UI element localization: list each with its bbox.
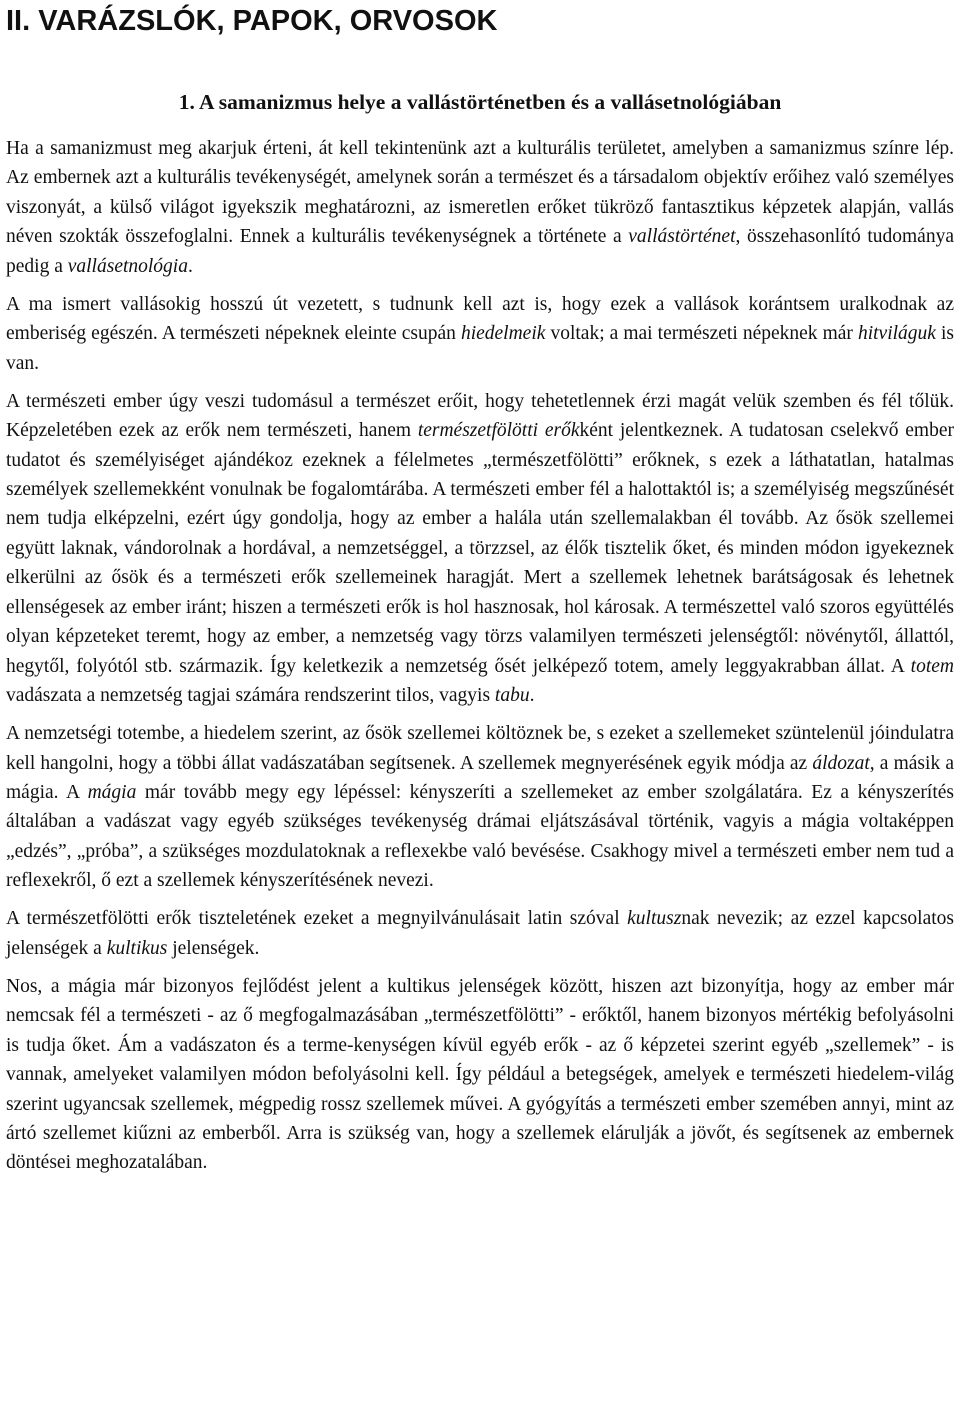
section-title: 1. A samanizmus helye a vallástörténetben és a vallásetnológiában [178, 90, 782, 114]
text-segment: . [187, 255, 193, 277]
italic-term: áldozat [812, 752, 870, 774]
text-segment: A természeti ember úgy veszi tudomásul a természet erőit, hogy tehetetlennek érzi magát velük szemben és fél tőlük. Képzeletében ezek az erők nem természeti, hanem [6, 390, 954, 442]
text-segment: Nos, a mágia már bizonyos fejlődést jelent a kultikus jelenségek között, hiszen azt bizonyítja, hogy az ember már nemcsak fél a természeti - az ő megfogalmazásában „természetfölötti” - erőktől, hanem bizonyos mértékig befolyásolni is tudja őket. Ám a vadászaton és a terme-kenységen kívül egyéb erők - az ő képzetei szerint egyéb „szellemek” - is vannak, amelyeket valamilyen módon befolyásolni kell. Így például a betegségek, amelyek e természeti hiedelem-világ szerint ugyancsak szellemek, mégpedig rossz szellemek művei. A gyógyítás a természeti ember szemében annyi, mint az ártó szellemet kiűzni az emberből. Arra is szükség van, hogy a szellemek elárulják a jövőt, és segítsenek az embernek döntései meghozatalában. [6, 975, 954, 1174]
italic-term: hitviláguk [857, 323, 936, 345]
paragraph [6, 904, 954, 963]
italic-term: vallástörténet [628, 226, 736, 248]
italic-term: kultusz [627, 908, 682, 930]
text-segment: is van. [6, 323, 954, 374]
text-segment: voltak; a mai természeti népeknek már [545, 323, 858, 345]
italic-term: totem [910, 655, 954, 677]
text-segment: A természetfölötti erők tiszteletének ezeket a megnyilvánulásait latin szóval [6, 908, 628, 930]
text-segment: A ma ismert vallásokig hosszú út vezetett, s tudnunk kell azt is, hogy ezek a vallások korántsem uralkodnak az emberiség egészén. A természeti népeknek eleinte csupán [6, 293, 954, 345]
text-segment: , összehasonlító tudománya pedig a [6, 226, 954, 277]
paragraph [6, 387, 954, 710]
document-page [0, 3, 960, 1426]
italic-term: mágia [87, 781, 137, 803]
italic-term: kultikus [106, 937, 168, 959]
italic-term: vallásetnológia [67, 255, 188, 277]
italic-term: tabu [494, 684, 530, 706]
text-segment: Ha a samanizmust meg akarjuk érteni, át kell tekintenünk azt a kulturális területet, amelyben a samanizmus színre lép. Az embernek azt a kulturális tevékenységét, amelynek során a természet és a társadalom objektív erőihez való személyes viszonyát, a külső világot igyekszik meghatározni, az ismeretlen erőket tükröző fantasztikus képzetek alapján, vallás néven szokták összefoglalni. Ennek a kulturális tevékenységnek a története a [6, 138, 954, 248]
chapter-title: II. VARÁZSLÓK, PAPOK, ORVOSOK [6, 5, 498, 37]
italic-term: hiedelmeik [460, 323, 546, 345]
text-segment: nak nevezik; az ezzel kapcsolatos jelenségek a [6, 908, 954, 959]
paragraph [6, 134, 954, 281]
text-segment: jelenségek. [167, 937, 260, 959]
text-segment: ként jelentkeznek. A tudatosan cselekvő ember tudatot és személyiséget ajándékoz ezeknek a félelmetes „természetfölötti” erőknek, s ezek a láthatatlan, hatalmas személyek szellemekként vonulnak be fogalomtárába. A természeti ember fél a halottaktól is; a személyiség megszűnését nem tudja elképzelni, ezért úgy gondolja, hogy az ember a halála után szellemalakban él tovább. Az ősök szellemei együtt laknak, vándorolnak a hordával, a nemzetséggel, a törzzsel, az élők tisztelik őket, és minden módon igyekeznek elkerülni az ősök és a természeti erők szellemeinek haragját. Mert a szellemek lehetnek barátságosak és lehetnek ellenségesek az ember iránt; hiszen a természeti erők is hol hasznosak, hol károsak. A természettel való szoros együttélés olyan képzeteket teremt, hogy az ember, a nemzetség vagy törzs valamilyen természeti jelenségtől: növénytől, állattól, hegytől, folyótól stb. származik. Így keletkezik a nemzetség ősét jelképező totem, amely leggyakrabban állat. A [6, 420, 954, 677]
paragraph [6, 290, 954, 378]
paragraph [6, 719, 954, 895]
text-segment: . [529, 684, 535, 706]
text-segment: már tovább megy egy lépéssel: kényszeríti a szellemeket az ember szolgálatára. Ez a kényszerítés általában a vadászat vagy egyéb szükséges tevékenység drámai eljátszásával történik, vagyis a mágia voltaképpen „edzés”, „próba”, a szükséges mozdulatoknak a reflexekbe való bevésése. Csakhogy mivel a természeti ember nem tud a reflexekről, ő ezt a szellemek kényszerítésének nevezi. [6, 781, 955, 892]
text-segment: , a másik a mágia. A [6, 752, 954, 803]
italic-term: természetfölötti erők [417, 420, 580, 442]
body-text [6, 134, 954, 1178]
text-segment: vadászata a nemzetség tagjai számára rendszerint tilos, vagyis [6, 684, 495, 706]
text-segment: A nemzetségi totembe, a hiedelem szerint, az ősök szellemei költöznek be, s ezeket a szellemeket szüntelenül jóindulatra kell hangolni, hogy a többi állat vadászatában segítsenek. A szellemek megnyerésének egyik módja az [6, 723, 954, 774]
paragraph [6, 972, 954, 1178]
